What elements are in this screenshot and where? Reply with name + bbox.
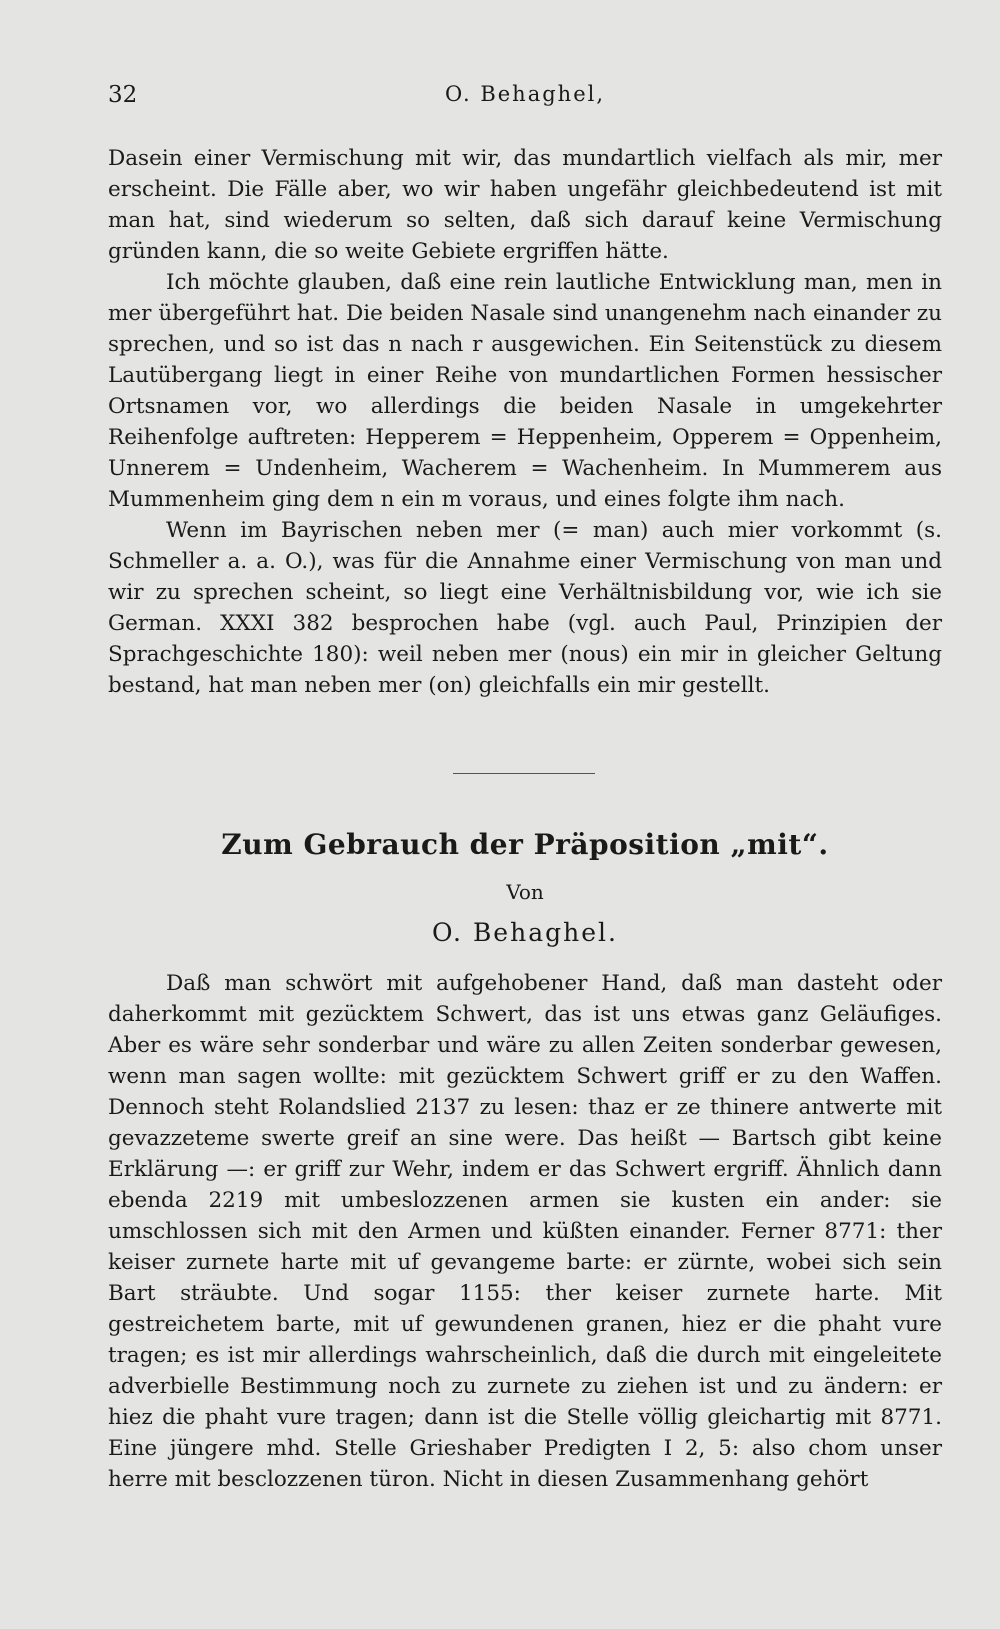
paragraph: Ich möchte glauben, daß eine rein lautliche Entwicklung man, men in mer übergeführt hat. Die beiden Nasale sind unangenehm nach einander zu sprechen, und so ist das n nach r ausgewichen. Ein Seitenstück zu diesem Lautübergang liegt in einer Reihe von mundartlichen Formen hessischer Ortsnamen vor, wo allerdings die beiden Nasale in umgekehrter Reihenfolge auftreten: Hepperem = Heppenheim, Opperem = Oppenheim, Unnerem = Undenheim, Wacherem = Wachenheim. In Mummerem aus Mummenheim ging dem n ein m voraus, und eines folgte ihm nach. (108, 270, 942, 512)
page-number: 32 (108, 82, 138, 108)
author-name: O. Behaghel. (432, 918, 618, 947)
previous-article-text (108, 143, 942, 701)
page-header (108, 82, 942, 112)
article-title: Zum Gebrauch der Präposition „mit“. (221, 828, 829, 861)
byline: Von (506, 880, 544, 904)
paragraph: Daß man schwört mit aufgehobener Hand, daß man dasteht oder daherkommt mit gezücktem Schwert, das ist uns etwas ganz Geläufiges. Aber es wäre sehr sonderbar und wäre zu allen Zeiten sonderbar gewesen, wenn man sagen wollte: mit gezücktem Schwert griff er zu den Waffen. Dennoch steht Rolandslied 2137 zu lesen: thaz er ze thinere antwerte mit gevazzeteme swerte greif an sine were. Das heißt — Bartsch gibt keine Erklärung —: er griff zur Wehr, indem er das Schwert ergriff. Ähnlich dann ebenda 2219 mit umbeslozzenen armen sie kusten ein ander: sie umschlossen sich mit den Armen und küßten einander. Ferner 8771: ther keiser zurnete harte mit uf gevangeme barte: er zürnte, wobei sich sein Bart sträubte. Und sogar 1155: ther keiser zurnete harte. Mit gestreichetem barte, mit uf gewundenen granen, hiez er die phaht vure tragen; es ist mir allerdings wahrscheinlich, daß die durch mit eingeleitete adverbielle Bestimmung noch zu zurnete zu ziehen ist und zu ändern: er hiez die phaht vure tragen; dann ist die Stelle völlig gleichartig mit 8771. Eine jüngere mhd. Stelle Grieshaber Predigten I 2, 5: also chom unser herre mit besclozzenen türon. Nicht in diesen Zusammenhang gehört (108, 971, 942, 1492)
article-body (108, 968, 942, 1495)
paragraph: Wenn im Bayrischen neben mer (= man) auch mier vorkommt (s. Schmeller a. a. O.), was für die Annahme einer Vermischung von man und wir zu sprechen scheint, so liegt eine Verhältnisbildung vor, wie ich sie German. XXXI 382 besprochen habe (vgl. auch Paul, Prinzipien der Sprachgeschichte 180): weil neben mer (nous) ein mir in gleicher Geltung bestand, hat man neben mer (on) gleichfalls ein mir gestellt. (108, 518, 942, 698)
paragraph: Dasein einer Vermischung mit wir, das mundartlich vielfach als mir, mer erscheint. Die Fälle aber, wo wir haben ungefähr gleichbedeutend ist mit man hat, sind wiederum so selten, daß sich darauf keine Vermischung gründen kann, die so weite Gebiete ergriffen hätte. (108, 146, 942, 264)
running-head: O. Behaghel, (444, 82, 606, 106)
section-divider (453, 773, 595, 774)
